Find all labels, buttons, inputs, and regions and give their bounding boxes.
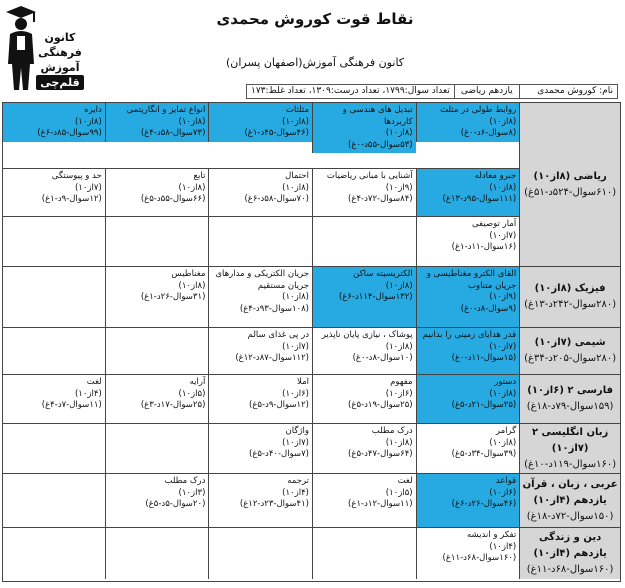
topic-score: (۷از۱۰)	[74, 182, 102, 193]
subject-cell	[519, 474, 620, 527]
topic-score: (۸از۱۰)	[385, 437, 413, 448]
topic-stats: (۱۲سوال-۹د-۵غ)	[249, 400, 309, 410]
topic-cell	[208, 328, 312, 374]
topic-name: دستور	[494, 377, 517, 387]
subject-stats: (۲۸۰سوال-۲۰۵د-۳۴غ)	[524, 353, 617, 364]
topic-name: الکتریسیته ساکن	[353, 269, 413, 279]
topic-cell	[105, 474, 209, 527]
topic-score: (۸از۱۰)	[282, 292, 309, 302]
student-info-bar	[246, 84, 618, 99]
topic-stats: (۱۶سوال-۱۱د-۱غ)	[451, 242, 517, 252]
logo-line: فرهنگی	[38, 46, 82, 59]
topic-name: پوشاک ، نیازی پایان ناپذیر	[321, 330, 413, 340]
empty-cell	[105, 528, 209, 579]
topic-name	[109, 219, 206, 230]
topic-score: (۸از۱۰)	[178, 280, 206, 291]
topic-name: روابط طولی در مثلث	[440, 105, 517, 115]
topic-stats: (۱۱۲سوال-۸۷د-۱۲غ)	[235, 353, 309, 363]
topic-stats: (۱۱۱سوال-۹۵د-۱۳غ)	[442, 194, 517, 204]
topic-stats: (۶۴سوال-۴۷د-۵غ)	[348, 449, 413, 459]
topic-score: (۸از۱۰)	[74, 116, 102, 127]
topic-name: آشنایی با مبانی ریاضیات	[326, 171, 413, 181]
topic-stats: (۱۲سوال-۹د-۱غ)	[41, 194, 102, 204]
topic-name	[6, 476, 102, 487]
empty-cell	[105, 217, 209, 266]
topic-cell	[208, 375, 312, 423]
topic-name: آرایه	[189, 377, 206, 387]
topic-score: (۸از۱۰)	[385, 280, 413, 291]
topic-score: (۸از۱۰)	[385, 341, 413, 352]
topic-stats: (۳۹سوال-۳۴د-۵غ)	[451, 449, 517, 459]
topic-cell	[416, 169, 520, 216]
topic-name: گرامر	[495, 426, 517, 436]
topic-stats: (۱۱سوال-۷د-۴غ)	[41, 400, 102, 410]
topic-score: (۷از۱۰)	[282, 341, 309, 352]
topic-stats: (۸سوال-۶د-۰غ)	[460, 128, 517, 138]
topic-name: مفهوم	[390, 377, 413, 387]
topic-stats: (۲۰سوال-۵د-۵غ)	[145, 499, 206, 509]
topic-name	[6, 269, 102, 280]
logo-badge: قلم‌چی	[36, 75, 83, 90]
topic-name	[6, 219, 102, 230]
topic-name	[316, 219, 413, 230]
topic-name: جبرو معادله	[474, 171, 517, 181]
subject-name: عربی ، زبان ، قرآن یازدهم (۴از۱۰)	[522, 478, 618, 506]
topic-name	[316, 530, 413, 541]
topic-stats: (۱۶۰سوال-۶۸د-۱۱غ)	[442, 553, 517, 563]
empty-cell	[3, 217, 105, 266]
empty-cell	[3, 528, 105, 579]
empty-cell	[3, 424, 105, 473]
topic-score: (۳از۱۰)	[178, 487, 206, 498]
topic-score: (۷از۱۰)	[282, 437, 309, 448]
topic-stats: (۳۱سوال-۲۶د-۱غ)	[140, 292, 206, 302]
topic-score: (۶از۱۰)	[385, 388, 413, 399]
topic-name: درک مطلب	[164, 476, 206, 486]
logo-line: آموزش	[40, 61, 80, 74]
topic-cell	[208, 474, 312, 527]
subject-name: ریاضی (۸از۱۰)	[533, 170, 607, 182]
topic-cell	[208, 169, 312, 216]
topic-stats: (۲۵سوال-۱۷د-۳غ)	[140, 400, 206, 410]
table-row	[3, 266, 620, 327]
topic-score: (۸از۱۰)	[282, 116, 309, 127]
topic-name: املا	[297, 377, 309, 387]
topic-cell	[208, 424, 312, 473]
topic-score: (۸از۱۰)	[282, 182, 309, 193]
subject-stats: (۱۵۰سوال-۷۲د-۱۸غ)	[526, 510, 614, 522]
empty-cell	[208, 217, 312, 266]
topic-cell	[208, 103, 312, 142]
topic-name: تفکر و اندیشه	[466, 530, 517, 540]
subject-name: فارسی ۲ (۶از۱۰)	[527, 385, 613, 396]
logo-wordmark	[32, 30, 88, 90]
subject-cell	[519, 375, 620, 423]
topic-name: دایره	[84, 105, 102, 115]
topic-stats: (۴۱سوال-۲۳د-۱۲غ)	[239, 499, 309, 509]
empty-cell	[3, 474, 105, 527]
topic-cell	[312, 328, 416, 374]
empty-cell	[312, 528, 416, 579]
topic-name	[212, 219, 309, 230]
topic-cell	[312, 267, 416, 327]
topic-cell	[312, 424, 416, 473]
topic-name: القای الکترو مغناطیسی و جریان متناوب	[426, 269, 517, 291]
topic-cell	[3, 375, 105, 423]
subject-cell	[519, 267, 620, 327]
subject-stats: (۶۱۰سوال-۵۲۴د-۵۱غ)	[524, 186, 617, 198]
table-row	[3, 527, 620, 579]
subject-cell	[519, 424, 620, 473]
topic-stats: (۹۹سوال-۸۵د-۶غ)	[37, 128, 102, 138]
table-row	[3, 374, 620, 423]
topic-cell	[208, 267, 312, 327]
topic-stats: (۸۴سوال-۷۲د-۴غ)	[348, 194, 413, 204]
topic-name	[6, 426, 102, 437]
topic-name: لغت	[86, 377, 102, 387]
topic-stats: (۵۳سوال-۵۵د-۰غ)	[348, 139, 413, 150]
subject-stats: (۲۸۰سوال-۲۴۲د-۱۳غ)	[524, 299, 617, 310]
topic-score: (۸از۱۰)	[489, 388, 517, 399]
topic-cell	[105, 375, 209, 423]
topic-score: (۸از۱۰)	[489, 116, 517, 127]
topic-score: (۷از۱۰)	[489, 230, 517, 241]
topic-name	[6, 530, 102, 541]
topic-cell	[416, 474, 520, 527]
topic-cell	[105, 169, 209, 216]
subject-stats: (۱۶۰سوال-۶۸د-۱۱غ)	[526, 563, 614, 575]
topic-name: لغت	[397, 476, 413, 486]
topic-cell	[3, 169, 105, 216]
topic-name: درک مطلب	[371, 426, 413, 436]
topic-name	[109, 330, 206, 341]
topic-stats: (۷سوال-۴۰د-۵غ)	[249, 449, 309, 459]
empty-cell	[3, 328, 105, 374]
topic-cell	[416, 375, 520, 423]
topic-name: قواعد	[495, 476, 517, 486]
topic-stats: (۴۶سوال-۴۵د-۱غ)	[244, 128, 309, 138]
subject-stats: (۱۵۹سوال-۷۹د-۱۸غ)	[526, 401, 614, 412]
table-row	[3, 473, 620, 527]
topic-name: تابع	[193, 171, 206, 181]
topic-name: قدر هدایای زمینی را بدانیم	[422, 330, 517, 340]
topic-score: (۹از۱۰)	[489, 292, 517, 302]
subject-cell	[519, 103, 620, 266]
topic-name: تبدیل های هندسی و کاربردها	[342, 105, 413, 127]
topic-name: واژگان	[285, 426, 309, 436]
topic-stats: (۷۳سوال-۵۸د-۴غ)	[140, 128, 206, 138]
student-grade: یازدهم ریاضی	[454, 85, 519, 98]
topic-cell	[105, 267, 209, 327]
table-row	[3, 327, 620, 374]
topic-score: (۶از۱۰)	[282, 388, 309, 399]
topic-stats: (۲۵سوال-۲۱د-۵غ)	[451, 400, 517, 410]
topic-score: (۶از۱۰)	[489, 487, 517, 498]
topic-cell	[416, 267, 520, 327]
subject-cell	[519, 528, 620, 579]
empty-cell	[208, 528, 312, 579]
topic-score: (۴از۱۰)	[282, 487, 309, 498]
topic-name	[109, 426, 206, 437]
topic-cell	[416, 328, 520, 374]
topic-cell	[312, 169, 416, 216]
topic-name	[6, 330, 102, 341]
topic-stats: (۱۳۲سوال-۱۱۴د-۶غ)	[338, 292, 413, 302]
empty-cell	[312, 217, 416, 266]
topic-cell	[3, 103, 105, 142]
topic-name: حد و پیوستگی	[51, 171, 102, 181]
empty-cell	[3, 267, 105, 327]
topic-score: (۸از۱۰)	[385, 128, 413, 138]
topic-score: (۴از۱۰)	[74, 388, 102, 399]
topic-name: مغناطیس	[171, 269, 206, 279]
topic-stats: (۷۰سوال-۵۸د-۶غ)	[244, 194, 309, 204]
topic-stats: (۹سوال-۸د-۰غ)	[460, 303, 517, 314]
topic-cell	[416, 424, 520, 473]
table-row	[3, 423, 620, 473]
subject-name: فیزیک (۸از۱۰)	[534, 283, 606, 294]
subject-name: دین و زندگی یازدهم (۴از۱۰)	[533, 531, 607, 559]
topic-stats: (۶۶سوال-۵۵د-۵غ)	[140, 194, 206, 204]
topic-cell	[312, 103, 416, 153]
subject-name: شیمی (۷از۱۰)	[534, 337, 606, 348]
topic-stats: (۲۵سوال-۱۹د-۵غ)	[348, 400, 413, 410]
topic-name: جریان الکتریکی و مدارهای جریان مستقیم	[215, 269, 309, 291]
topic-name	[109, 530, 206, 541]
topic-cell	[312, 474, 416, 527]
subject-stats: (۱۶۰سوال-۱۱۹د-۱۰غ)	[524, 458, 617, 470]
question-stats: تعداد سوال:۱۷۹۹، تعداد درست:۱۳۰۹، تعداد غلط:۱۷۳	[251, 86, 450, 96]
topic-name: انواع تمایز و انگاریتمی	[126, 105, 206, 115]
empty-cell	[105, 424, 209, 473]
topic-name: مثلثات	[285, 105, 309, 115]
logo-line: کانون	[44, 31, 76, 44]
student-name: نام: کوروش محمدی	[519, 85, 617, 98]
topic-name: احتمال	[285, 171, 309, 181]
topic-score: (۸از۱۰)	[489, 437, 517, 448]
topic-cell	[416, 528, 520, 579]
topic-cell	[312, 375, 416, 423]
topic-cell	[105, 103, 209, 142]
topic-score: (۵از۱۰)	[385, 487, 413, 498]
topic-name: ترجمه	[287, 476, 309, 486]
topic-stats: (۴۶سوال-۲۶د-۶غ)	[451, 499, 517, 509]
topic-stats: (۱۵سوال-۱۱د-۰غ)	[451, 353, 517, 363]
strengths-table	[2, 102, 621, 582]
topic-name	[212, 530, 309, 541]
topic-score: (۸از۱۰)	[178, 116, 206, 127]
topic-cell	[416, 103, 520, 142]
topic-score: (۸از۱۰)	[489, 182, 517, 193]
topic-name: در پی غذای سالم	[247, 330, 309, 340]
topic-score: (۸از۱۰)	[178, 182, 206, 193]
topic-score: (۵از۱۰)	[178, 388, 206, 399]
page-subtitle: کانون فرهنگی آموزش(اصفهان پسران)	[225, 56, 405, 69]
topic-score: (۷از۱۰)	[489, 341, 517, 352]
subject-name: زبان انگلیسی ۲ (۷از۱۰)	[531, 426, 609, 454]
page-title: نقاط قوت کوروش محمدی	[216, 10, 414, 28]
empty-cell	[105, 328, 209, 374]
topic-stats: (۱۱سوال-۱۲د-۱غ)	[348, 499, 413, 509]
kanoon-logo	[4, 4, 88, 96]
topic-score: (۴از۱۰)	[489, 541, 517, 552]
topic-score: (۹از۱۰)	[385, 182, 413, 193]
topic-cell	[416, 217, 520, 266]
subject-cell	[519, 328, 620, 374]
topic-stats: (۱۰سوال-۸د-۰غ)	[352, 353, 413, 363]
topic-stats: (۱۰۸سوال-۹۳د-۴غ)	[239, 303, 309, 314]
topic-name: آمار توصیفی	[471, 219, 517, 229]
